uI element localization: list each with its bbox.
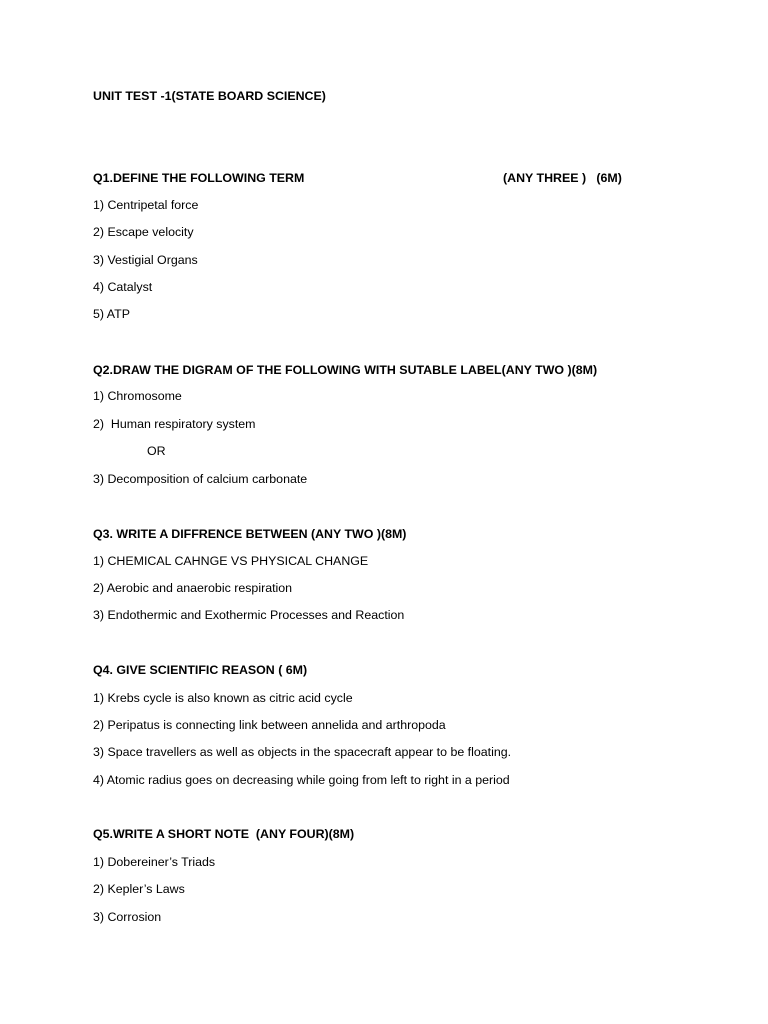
question-5-item: 1) Dobereiner’s Triads [93, 855, 216, 869]
question-3-item: 2) Aerobic and anaerobic respiration [93, 581, 293, 595]
question-3-heading: Q3. WRITE A DIFFRENCE BETWEEN (ANY TWO )(8M) [93, 527, 407, 541]
question-2-item: 1) Chromosome [93, 389, 182, 403]
question-4-item: 3) Space travellers as well as objects in the spacecraft appear to be floating. [93, 745, 512, 759]
question-4-item: 4) Atomic radius goes on decreasing while going from left to right in a period [93, 773, 510, 787]
question-4-heading: Q4. GIVE SCIENTIFIC REASON ( 6M) [93, 663, 308, 677]
question-4-item: 2) Peripatus is connecting link between annelida and arthropoda [93, 718, 446, 732]
question-1-heading: Q1.DEFINE THE FOLLOWING TERM [93, 171, 305, 185]
question-5-heading: Q5.WRITE A SHORT NOTE (ANY FOUR)(8M) [93, 827, 355, 841]
question-1-item: 5) ATP [93, 307, 130, 321]
question-1-marks-note: (ANY THREE ) (6M) [503, 171, 622, 185]
question-3-item: 1) CHEMICAL CAHNGE VS PHYSICAL CHANGE [93, 554, 369, 568]
question-5-item: 3) Corrosion [93, 910, 162, 924]
page-title: UNIT TEST -1(STATE BOARD SCIENCE) [93, 89, 326, 103]
question-5-item: 2) Kepler’s Laws [93, 882, 185, 896]
question-1-item: 3) Vestigial Organs [93, 253, 198, 267]
question-1-item: 4) Catalyst [93, 280, 153, 294]
question-1-item: 1) Centripetal force [93, 198, 199, 212]
question-3-item: 3) Endothermic and Exothermic Processes and Reaction [93, 608, 405, 622]
question-1-item: 2) Escape velocity [93, 225, 194, 239]
question-4-item: 1) Krebs cycle is also known as citric acid cycle [93, 691, 353, 705]
question-2-or-separator: OR [147, 444, 166, 458]
question-2-item: 2) Human respiratory system [93, 417, 256, 431]
question-2-item: 3) Decomposition of calcium carbonate [93, 472, 308, 486]
question-2-heading: Q2.DRAW THE DIGRAM OF THE FOLLOWING WITH SUTABLE LABEL(ANY TWO )(8M) [93, 363, 598, 377]
